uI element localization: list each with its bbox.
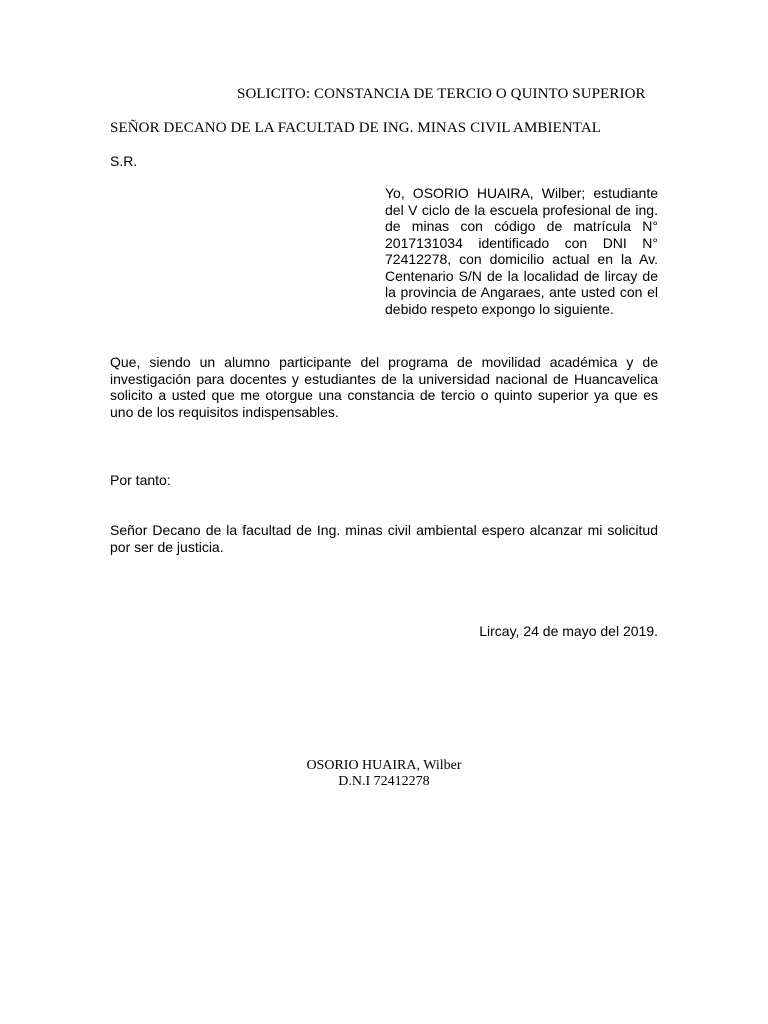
intro-paragraph: Yo, OSORIO HUAIRA, Wilber; estudiante del V ciclo de la escuela profesional de ing. de minas con código de matrícula N° 2017131034 identificado con DNI N° 72412278, con domicilio actual en la Av. Centenario S/N de la localidad de lircay de la provincia de Angaraes, ante usted con el debido respeto expongo lo siguiente. xyxy=(385,185,658,317)
place-date: Lircay, 24 de mayo del 2019. xyxy=(479,623,658,639)
closing-paragraph: Señor Decano de la facultad de Ing. minas civil ambiental espero alcanzar mi solicitud por ser de justicia. xyxy=(110,522,658,555)
signature-block xyxy=(234,758,534,790)
document-addressee: SEÑOR DECANO DE LA FACULTAD DE ING. MINAS CIVIL AMBIENTAL xyxy=(110,120,602,136)
signature-dni: D.N.I 72412278 xyxy=(338,774,430,789)
therefore-label: Por tanto: xyxy=(110,472,171,488)
salutation: S.R. xyxy=(110,153,138,169)
signature-name: OSORIO HUAIRA, Wilber xyxy=(306,758,462,773)
body-paragraph: Que, siendo un alumno participante del programa de movilidad académica y de investigación para docentes y estudiantes de la universidad nacional de Huancavelica solicito a usted que me otorgue una constancia de tercio o quinto superior ya que es uno de los requisitos indispensables. xyxy=(110,354,658,420)
document-subject: SOLICITO: CONSTANCIA DE TERCIO O QUINTO SUPERIOR xyxy=(237,86,646,102)
